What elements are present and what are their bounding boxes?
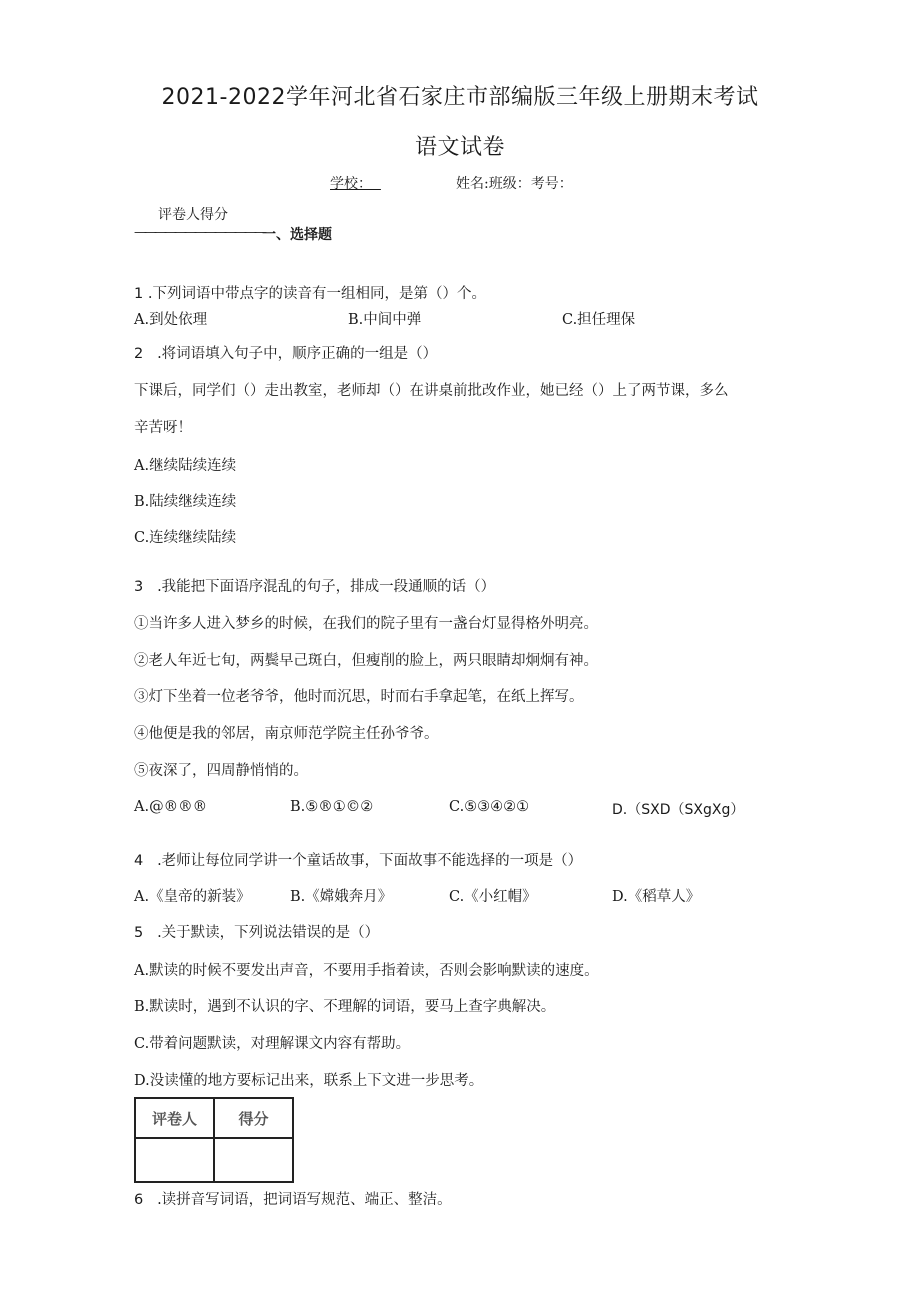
exam-title-line2: 语文试卷 — [414, 135, 505, 160]
q2-sentence-line1: 下课后，同学们（）走出教室，老师却（）在讲桌前批改作业，她已经（）上了两节课，多么 — [134, 383, 729, 399]
section-divider: ————————————— — [134, 225, 264, 240]
question-5: 5 .关于默读，下列说法错误的是（） — [134, 925, 380, 941]
grader-header-cell: 评卷人 — [135, 1098, 214, 1138]
q5-option-b: B.默读时，遇到不认识的字、不理解的词语，要马上查字典解决。 — [134, 999, 556, 1015]
student-info-line: 姓名:班级：考号： — [456, 176, 573, 192]
question-4: 4 .老师让每位同学讲一个童话故事，下面故事不能选择的一项是（） — [134, 853, 583, 869]
grader-score-table — [134, 1097, 294, 1183]
question-6: 6 .读拼音写词语，把词语写规范、端正、整洁。 — [134, 1192, 452, 1208]
q4-option-a: A.《皇帝的新装》 — [134, 889, 251, 905]
q3-option-d: D.（SXD（SXgXg） — [612, 802, 745, 818]
q2-option-c: C.连续继续陆续 — [134, 530, 237, 546]
q3-sentence-3: ③灯下坐着一位老爷爷，他时而沉思，时而右手拿起笔，在纸上挥写。 — [134, 689, 584, 705]
question-3: 3 .我能把下面语序混乱的句子，排成一段通顺的话（） — [134, 579, 496, 595]
q5-option-c: C.带着问题默读，对理解课文内容有帮助。 — [134, 1036, 411, 1052]
q1-option-a: A.到处依理 — [134, 312, 208, 328]
q5-option-a: A.默读的时候不要发出声音，不要用手指着读，否则会影响默读的速度。 — [134, 963, 599, 979]
q1-option-b: B.中间中弹 — [348, 312, 422, 328]
exam-title-line1: 2021-2022学年河北省石家庄市部编版三年级上册期末考试 — [161, 85, 759, 110]
q2-option-a: A.继续陆续连续 — [134, 458, 237, 474]
q2-sentence-line2: 辛苦呀！ — [134, 420, 192, 436]
q3-option-b: B.⑤®①©② — [290, 799, 374, 815]
question-2: 2 .将词语填入句子中，顺序正确的一组是（） — [134, 346, 438, 362]
score-header-cell: 得分 — [214, 1098, 293, 1138]
q5-option-d: D.没读懂的地方要标记出来，联系上下文进一步思考。 — [134, 1073, 484, 1089]
q3-sentence-2: ②老人年近七旬，两鬓早己斑白，但瘦削的脸上，两只眼睛却炯炯有神。 — [134, 653, 598, 669]
section-title: 一、选择题 — [262, 227, 332, 243]
school-field: 学校： — [330, 176, 372, 192]
q2-option-b: B.陆续继续连续 — [134, 494, 237, 510]
q3-sentence-5: ⑤夜深了，四周静悄悄的。 — [134, 763, 308, 779]
q1-option-c: C.担任理保 — [562, 312, 636, 328]
q4-option-c: C.《小红帽》 — [449, 889, 537, 905]
q3-option-a: A.@®®® — [134, 799, 208, 815]
score-input-cell[interactable] — [214, 1138, 293, 1182]
q3-sentence-1: ①当许多人进入梦乡的时候，在我们的院子里有一盏台灯显得格外明亮。 — [134, 616, 598, 632]
grader-score-label: 评卷人得分 — [158, 207, 228, 223]
question-1: 1 .下列词语中带点字的读音有一组相同，是第（）个。 — [134, 286, 486, 302]
q3-sentence-4: ④他便是我的邻居，南京师范学院主任孙爷爷。 — [134, 726, 439, 742]
q4-option-d: D.《稻草人》 — [612, 889, 701, 905]
grader-input-cell[interactable] — [135, 1138, 214, 1182]
q4-option-b: B.《嫦娥奔月》 — [290, 889, 393, 905]
q3-option-c: C.⑤③④②① — [449, 799, 530, 815]
